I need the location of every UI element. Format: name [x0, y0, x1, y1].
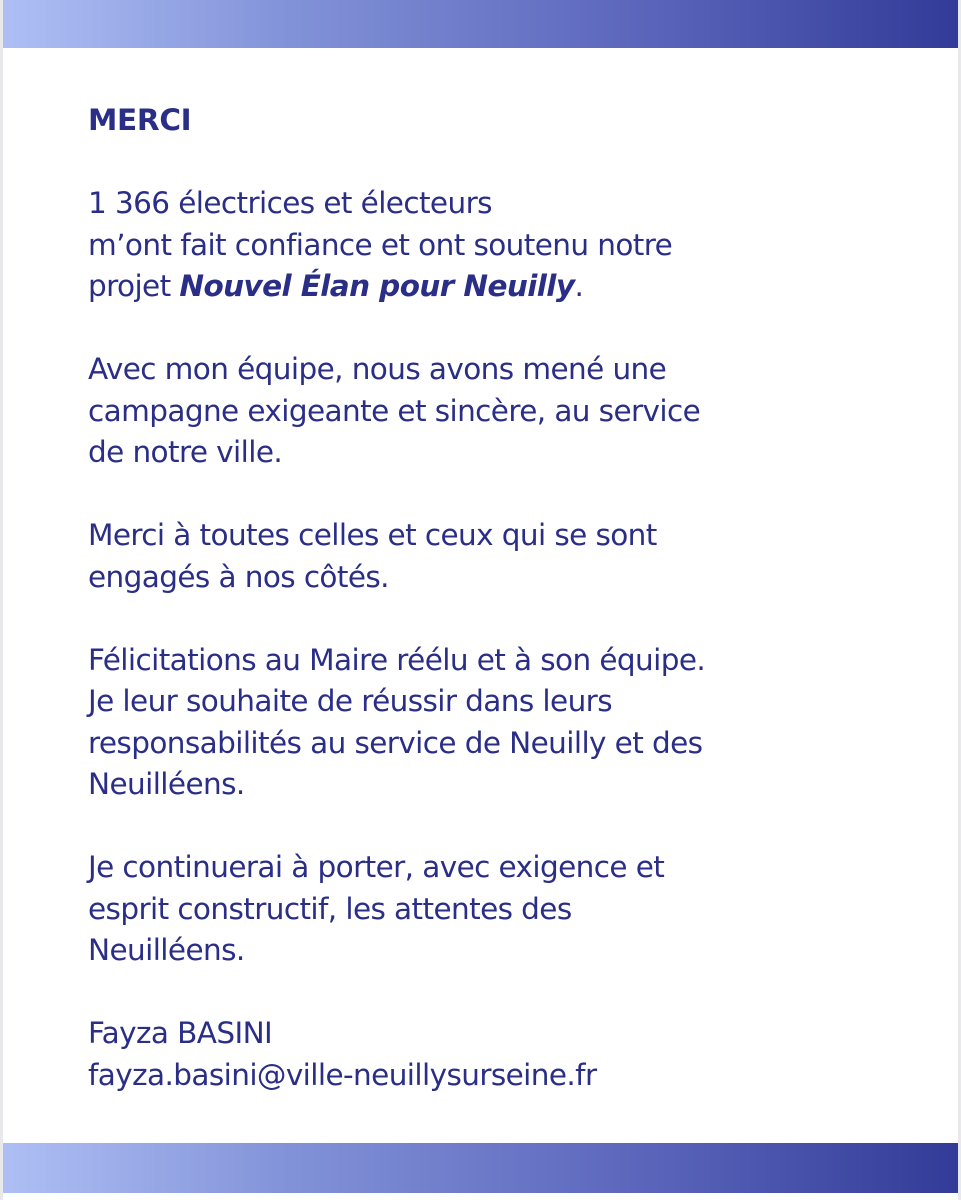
paragraph-congratulations — [88, 640, 928, 806]
text-line: esprit constructif, les attentes des — [88, 891, 572, 926]
bottom-gradient-band — [3, 1143, 958, 1193]
text-line: m’ont fait confiance et ont soutenu notre — [88, 227, 673, 262]
text-line: Avec mon équipe, nous avons mené une — [88, 352, 667, 386]
text-line: campagne exigeante et sincère, au service — [88, 393, 701, 428]
top-gradient-band — [3, 0, 958, 48]
paragraph-thanks — [88, 515, 928, 598]
message-body — [88, 100, 928, 1096]
text-line: Neuilléens. — [88, 767, 245, 801]
message-title: MERCI — [88, 103, 192, 137]
text-line: engagés à nos côtés. — [88, 559, 389, 594]
text-line: Merci à toutes celles et ceux qui se sont — [88, 518, 657, 552]
text-fragment: projet — [88, 269, 180, 303]
project-name: Nouvel Élan pour Neuilly — [179, 269, 575, 303]
text-line — [88, 266, 928, 308]
paragraph-commitment — [88, 847, 928, 972]
text-line: Je continuerai à porter, avec exigence et — [88, 850, 665, 884]
text-line: Neuilléens. — [88, 933, 245, 967]
text-line: 1 366 électrices et électeurs — [88, 186, 492, 220]
paragraph-campaign — [88, 349, 928, 474]
text-line: Félicitations au Maire réélu et à son équipe. — [88, 642, 706, 677]
signature-email: fayza.basini@ville-neuillysurseine.fr — [88, 1057, 597, 1092]
paragraph-voters — [88, 183, 928, 308]
text-line: Je leur souhaite de réussir dans leurs — [88, 684, 612, 718]
text-line: de notre ville. — [88, 435, 283, 469]
signature-block — [88, 1013, 928, 1096]
text-fragment: . — [574, 269, 584, 303]
text-line: responsabilités au service de Neuilly et des — [88, 725, 703, 760]
signature-name: Fayza BASINI — [88, 1016, 273, 1050]
